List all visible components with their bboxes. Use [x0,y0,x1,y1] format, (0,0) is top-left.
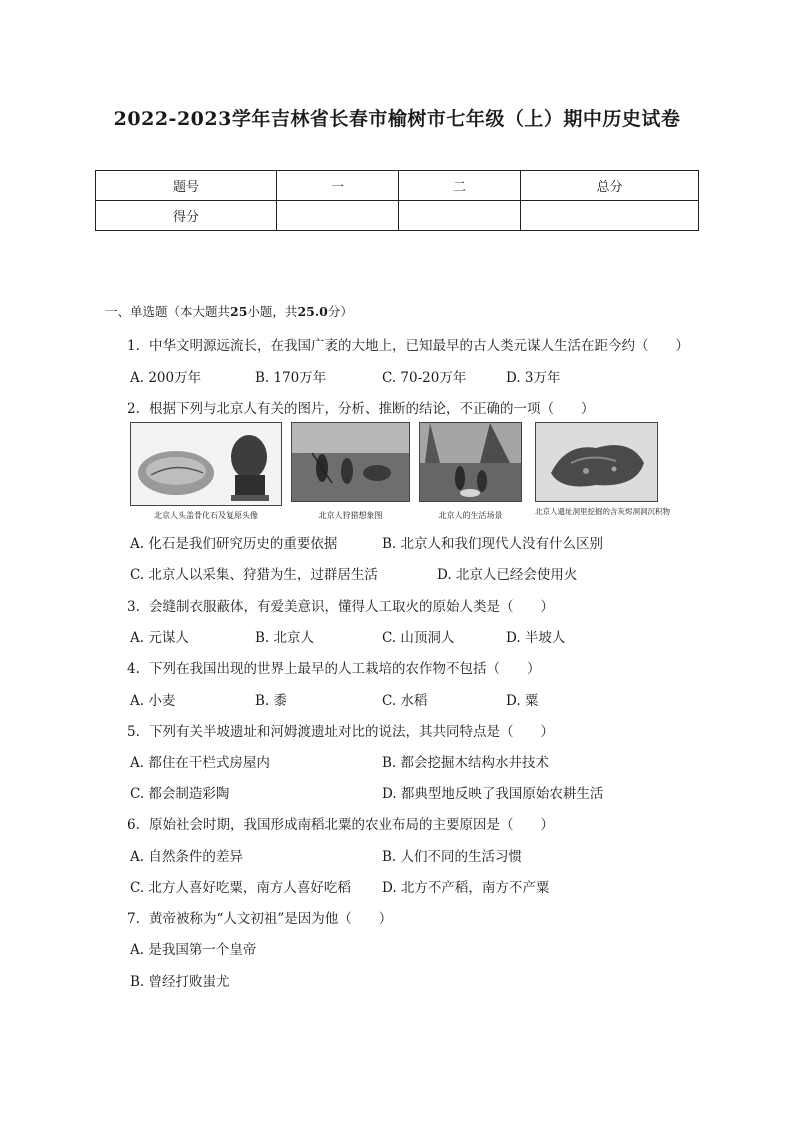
option[interactable]: D. 都典型地反映了我国原始农耕生活 [382,786,604,802]
option[interactable]: A. 是我国第一个皇帝 [130,942,257,958]
score-cell [521,201,699,231]
question-1: 1. 中华文明源远流长，在我国广袤的大地上，已知最早的古人类元谋人生活在距今约（ ） [127,338,689,354]
score-table-score-row [96,201,699,231]
option[interactable]: C. 都会制造彩陶 [130,786,230,802]
option[interactable]: B. 北京人和我们现代人没有什么区别 [382,536,604,552]
option[interactable]: B. 曾经打败蚩尤 [130,974,230,990]
figure-caption: 北京人狩猎想象图 [318,511,383,520]
option[interactable]: A. 200万年 [130,370,202,386]
option[interactable]: B. 都会挖掘木结构水井技术 [382,755,550,771]
option[interactable]: C. 70-20万年 [382,370,467,386]
option[interactable]: D. 北京人已经会使用火 [437,567,578,583]
question-4: 4. 下列在我国出现的世界上最早的人工栽培的农作物不包括（ ） [127,661,541,677]
question-7: 7. 黄帝被称为“人文初祖”是因为他（ ） [127,911,393,927]
option[interactable]: A. 都住在干栏式房屋内 [130,755,270,771]
score-cell: 二 [399,171,521,201]
figure-caption: 北京人头盖骨化石及复原头像 [154,511,258,520]
option[interactable]: A. 自然条件的差异 [130,849,243,865]
figure-strip [130,422,670,522]
score-table [95,170,699,231]
option[interactable]: C. 北方人喜好吃粟，南方人喜好吃稻 [130,880,351,896]
section-heading: 一、单选题（本大题共25小题，共25.0分） [105,304,353,319]
option[interactable]: D. 北方不产稻，南方不产粟 [382,880,550,896]
option[interactable]: B. 人们不同的生活习惯 [382,849,523,865]
option[interactable]: D. 3万年 [506,370,561,386]
option[interactable]: C. 山顶洞人 [382,630,455,646]
option[interactable]: A. 元谋人 [130,630,189,646]
option[interactable]: D. 半坡人 [506,630,566,646]
score-cell: 得分 [96,201,277,231]
option[interactable]: A. 小麦 [130,693,176,709]
question-6: 6. 原始社会时期，我国形成南稻北粟的农业布局的主要原因是（ ） [127,817,554,833]
score-cell: 题号 [96,171,277,201]
page-title: 2022-2023学年吉林省长春市榆树市七年级（上）期中历史试卷 [113,108,681,130]
question-5: 5. 下列有关半坡遗址和河姆渡遗址对比的说法，其共同特点是（ ） [127,724,554,740]
figure-caption: 北京人的生活场景 [438,511,503,520]
option[interactable]: C. 北京人以采集、狩猎为生，过群居生活 [130,567,378,583]
option[interactable]: B. 黍 [255,693,288,709]
option[interactable]: A. 化石是我们研究历史的重要依据 [130,536,338,552]
option[interactable]: D. 粟 [506,693,539,709]
figure-caption: 北京人遗址洞里挖掘的含灰烬洞洞沉积物 [535,507,670,516]
score-table-header-row [96,171,699,201]
option[interactable]: B. 北京人 [255,630,315,646]
question-3: 3. 会缝制衣服蔽体，有爱美意识，懂得人工取火的原始人类是（ ） [127,599,554,615]
score-cell: 一 [277,171,399,201]
score-cell [399,201,521,231]
option[interactable]: C. 水稻 [382,693,428,709]
score-cell [277,201,399,231]
question-2: 2. 根据下列与北京人有关的图片，分析、推断的结论，不正确的一项（ ） [127,401,595,417]
score-cell: 总分 [521,171,699,201]
option[interactable]: B. 170万年 [255,370,327,386]
